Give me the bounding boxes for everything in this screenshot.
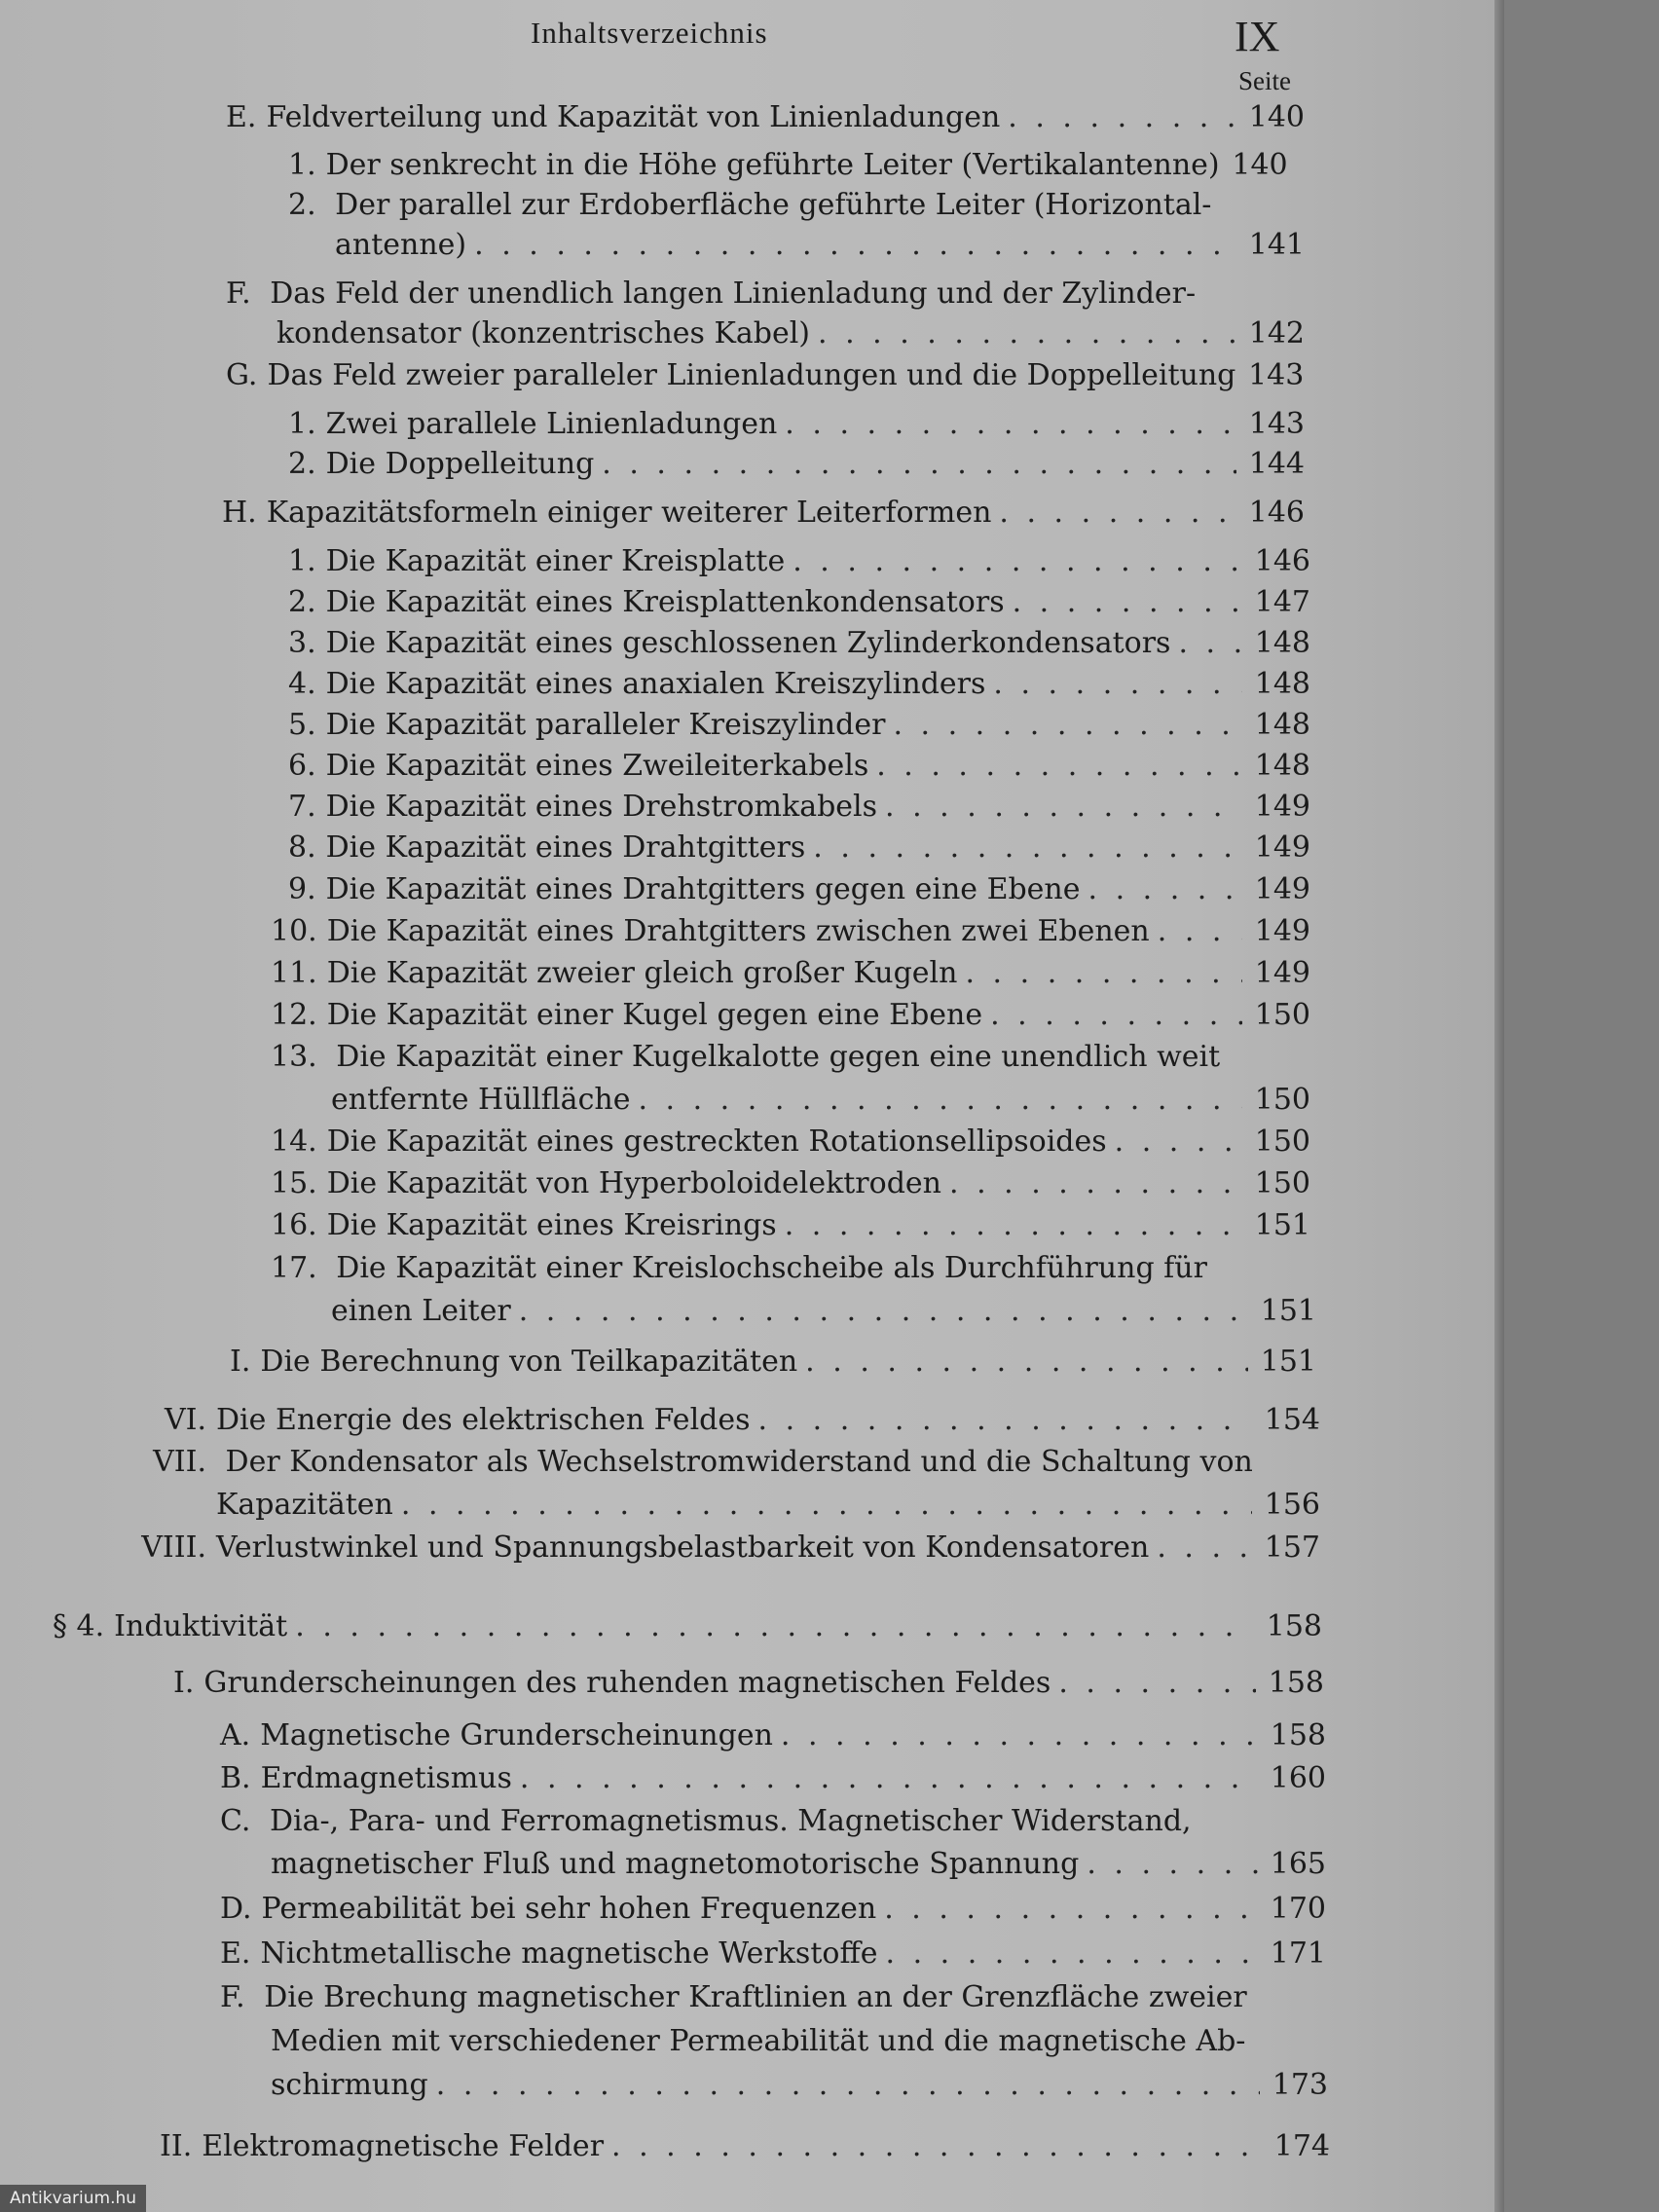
- running-title: Inhaltsverzeichnis: [531, 16, 768, 50]
- entry-title: Die Energie des elektrischen Feldes: [216, 1403, 751, 1437]
- entry-number: H.: [222, 496, 257, 530]
- toc-entry: [288, 623, 1310, 664]
- entry-title: Permeabilität bei sehr hohen Frequenzen: [261, 1892, 877, 1926]
- entry-page: 170: [1270, 1892, 1326, 1926]
- entry-number: 2.: [288, 188, 316, 222]
- entry-page: 141: [1248, 228, 1305, 262]
- entry-title: Verlustwinkel und Spannungsbelastbarkeit von Kondensatoren: [216, 1530, 1150, 1565]
- leader-dots: [965, 953, 1242, 994]
- toc-entry: [335, 225, 1305, 266]
- toc-entry-line: [138, 1442, 1253, 1483]
- entry-number: 2.: [288, 585, 316, 619]
- entry-number: VII.: [153, 1445, 206, 1479]
- toc-entry: [230, 1342, 1316, 1382]
- entry-title: Die Brechung magnetischer Kraftlinien an der Grenzfläche zweier: [264, 1980, 1247, 2014]
- leader-dots: [1013, 582, 1242, 623]
- entry-title: Die Kapazität einer Kugelkalotte gegen eine unendlich weit: [336, 1040, 1221, 1074]
- toc-entry: [220, 1715, 1326, 1756]
- entry-title: Die Kapazität einer Kugel gegen eine Ebene: [326, 998, 983, 1032]
- entry-number: 9.: [288, 872, 316, 906]
- entry-number: E.: [226, 100, 257, 134]
- toc-entry: [271, 1163, 1310, 1204]
- leader-dots: [781, 1715, 1258, 1756]
- entry-title: Die Kapazität eines gestreckten Rotationsellipsoides: [326, 1124, 1107, 1159]
- entry-title: Die Kapazität eines Kreisplattenkondensators: [325, 585, 1005, 619]
- entry-title-continued: magnetischer Fluß und magnetomotorische Spannung: [271, 1847, 1080, 1881]
- entry-title: Feldverteilung und Kapazität von Linienladungen: [266, 100, 1001, 134]
- entry-number: II.: [160, 2129, 193, 2163]
- toc-entry: [160, 2126, 1330, 2167]
- toc-entry: [288, 746, 1310, 787]
- entry-title: Elektromagnetische Felder: [202, 2129, 605, 2163]
- entry-number: 15.: [271, 1166, 317, 1200]
- entry-number: E.: [220, 1936, 251, 1971]
- entry-page: 140: [1232, 148, 1288, 182]
- entry-page: 151: [1260, 1345, 1316, 1379]
- entry-title-continued: Kapazitäten: [216, 1488, 393, 1522]
- toc-entry: [271, 2065, 1328, 2106]
- entry-title: Die Doppelleitung: [325, 447, 595, 481]
- toc-entry: [220, 1934, 1326, 1974]
- entry-number: C.: [220, 1804, 251, 1838]
- entry-page: 158: [1270, 1718, 1326, 1752]
- seite-label: Seite: [1238, 66, 1291, 95]
- entry-title: Kapazitätsformeln einiger weiterer Leiterformen: [266, 496, 992, 530]
- toc-entry: [53, 1606, 1322, 1647]
- leader-dots: [1115, 1122, 1242, 1162]
- leader-dots: [993, 664, 1242, 705]
- entry-title-continued: entfernte Hüllfläche: [331, 1083, 631, 1117]
- leader-dots: [1008, 97, 1236, 138]
- toc-entry: [288, 787, 1310, 828]
- leader-dots: [949, 1163, 1242, 1204]
- entry-page: 149: [1254, 872, 1310, 906]
- entry-number: 1.: [288, 148, 316, 182]
- entry-title: Erdmagnetismus: [260, 1761, 512, 1795]
- entry-page: 146: [1248, 496, 1305, 530]
- leader-dots: [436, 2065, 1260, 2106]
- toc-entry: [220, 1889, 1326, 1930]
- entry-number: F.: [220, 1980, 245, 2014]
- entry-title: Der senkrecht in die Höhe geführte Leiter (Vertikalantenne): [325, 148, 1220, 182]
- entry-number: VI.: [164, 1403, 206, 1437]
- entry-page: 156: [1264, 1488, 1320, 1522]
- leader-dots: [1178, 623, 1242, 664]
- toc-entry: [271, 911, 1310, 952]
- entry-number: D.: [220, 1892, 252, 1926]
- leader-dots: [602, 444, 1236, 485]
- entry-number: § 4.: [53, 1609, 105, 1643]
- entry-page: 144: [1248, 447, 1305, 481]
- entry-page: 151: [1260, 1294, 1316, 1328]
- leader-dots: [886, 1934, 1258, 1974]
- leader-dots: [785, 404, 1236, 445]
- toc-entry: [288, 705, 1310, 746]
- toc-entry: [271, 953, 1310, 994]
- toc-entry: [121, 1528, 1320, 1568]
- entry-number: 1.: [288, 544, 316, 578]
- entry-page: 140: [1248, 100, 1305, 134]
- entry-number: I.: [173, 1666, 195, 1700]
- entry-title: Der parallel zur Erdoberfläche geführte Leiter (Horizontal-: [335, 188, 1212, 222]
- leader-dots: [520, 1758, 1258, 1799]
- entry-number: 2.: [288, 447, 316, 481]
- entry-title: Magnetische Grunderscheinungen: [260, 1718, 773, 1752]
- entry-number: I.: [230, 1345, 251, 1379]
- toc-entry: [226, 355, 1305, 396]
- entry-page: 142: [1248, 316, 1305, 350]
- entry-title: Die Kapazität eines Kreisrings: [326, 1208, 777, 1242]
- leader-dots: [638, 1080, 1242, 1121]
- leader-dots: [295, 1606, 1254, 1647]
- entry-title: Induktivität: [114, 1609, 288, 1643]
- leader-dots: [990, 995, 1242, 1036]
- entry-number: 1.: [288, 407, 316, 441]
- entry-page: 149: [1254, 830, 1310, 865]
- entry-title-continued: schirmung: [271, 2068, 428, 2102]
- leader-dots: [611, 2126, 1262, 2167]
- entry-number: F.: [226, 276, 251, 311]
- entry-page: 149: [1254, 790, 1310, 824]
- entry-number: 8.: [288, 830, 316, 865]
- leader-dots: [999, 493, 1236, 534]
- leader-dots: [1087, 1844, 1258, 1885]
- entry-title: Die Berechnung von Teilkapazitäten: [260, 1345, 798, 1379]
- entry-title: Die Kapazität von Hyperboloidelektroden: [326, 1166, 941, 1200]
- entry-page: 148: [1254, 708, 1310, 742]
- entry-number: 6.: [288, 749, 316, 783]
- entry-title: Die Kapazität eines geschlossenen Zylinderkondensators: [325, 626, 1171, 660]
- entry-page: 174: [1273, 2129, 1330, 2163]
- leader-dots: [758, 1400, 1252, 1441]
- entry-title: Die Kapazität einer Kreisplatte: [325, 544, 786, 578]
- entry-page: 149: [1254, 956, 1310, 990]
- leader-dots: [876, 746, 1242, 787]
- entry-title: Dia-, Para- und Ferromagnetismus. Magnetischer Widerstand,: [269, 1804, 1192, 1838]
- toc-entry-line: [226, 274, 1196, 314]
- leader-dots: [519, 1291, 1248, 1332]
- entry-number: 3.: [288, 626, 316, 660]
- toc-entry: [271, 995, 1310, 1036]
- entry-title: Zwei parallele Linienladungen: [325, 407, 778, 441]
- entry-title-continued: Medien mit verschiedener Permeabilität und die magnetische Ab-: [271, 2024, 1246, 2058]
- leader-dots: [1058, 1663, 1256, 1704]
- toc-entry: [276, 313, 1305, 354]
- leader-dots: [818, 313, 1236, 354]
- entry-page: 154: [1264, 1403, 1320, 1437]
- entry-page: 146: [1254, 544, 1310, 578]
- page-edge: [1494, 0, 1504, 2212]
- entry-title-continued: antenne): [335, 228, 467, 262]
- entry-number: 12.: [271, 998, 317, 1032]
- entry-page: 151: [1254, 1208, 1310, 1242]
- entry-title: Die Kapazität eines anaxialen Kreiszylinders: [325, 667, 986, 701]
- entry-number: 17.: [271, 1251, 317, 1285]
- leader-dots: [1088, 869, 1243, 910]
- entry-number: 5.: [288, 708, 316, 742]
- entry-title: Die Kapazität eines Drahtgitters zwischen zwei Ebenen: [326, 914, 1150, 948]
- entry-page: 143: [1248, 358, 1305, 392]
- entry-title: Der Kondensator als Wechselstromwiderstand und die Schaltung von: [225, 1445, 1253, 1479]
- entry-page: 148: [1254, 626, 1310, 660]
- entry-page: 160: [1270, 1761, 1326, 1795]
- leader-dots: [813, 828, 1242, 868]
- toc-entry: [226, 97, 1305, 138]
- entry-title: Das Feld zweier paralleler Linienladungen und die Doppelleitung: [267, 358, 1236, 392]
- toc-entry: [216, 1485, 1320, 1526]
- entry-page: 158: [1268, 1666, 1324, 1700]
- leader-dots: [893, 705, 1242, 746]
- toc-entry-line: [271, 2021, 1245, 2062]
- entry-number: 16.: [271, 1208, 317, 1242]
- entry-title: Die Kapazität zweier gleich großer Kugeln: [326, 956, 958, 990]
- entry-title: Die Kapazität eines Drehstromkabels: [325, 790, 878, 824]
- toc-entry: [173, 1663, 1324, 1704]
- entry-title: Das Feld der unendlich langen Linienladung und der Zylinder-: [270, 276, 1197, 311]
- toc-entry: [150, 1400, 1320, 1441]
- entry-page: 150: [1254, 1166, 1310, 1200]
- entry-page: 148: [1254, 749, 1310, 783]
- entry-number: 10.: [271, 914, 317, 948]
- entry-page: 148: [1254, 667, 1310, 701]
- entry-title: Die Kapazität eines Drahtgitters: [325, 830, 806, 865]
- toc-entry: [288, 869, 1310, 910]
- entry-title: Grunderscheinungen des ruhenden magnetischen Feldes: [203, 1666, 1051, 1700]
- toc-entry: [220, 1758, 1326, 1799]
- entry-title-continued: kondensator (konzentrisches Kabel): [276, 316, 811, 350]
- toc-entry: [271, 1122, 1310, 1162]
- entry-title: Nichtmetallische magnetische Werkstoffe: [260, 1936, 878, 1971]
- toc-entry: [288, 145, 1305, 186]
- leader-dots: [474, 225, 1236, 266]
- toc-entry: [331, 1080, 1310, 1121]
- entry-title: Die Kapazität einer Kreislochscheibe als Durchführung für: [336, 1251, 1207, 1285]
- toc-entry: [271, 1844, 1326, 1885]
- entry-number: VIII.: [141, 1530, 206, 1565]
- leader-dots: [785, 1205, 1242, 1246]
- leader-dots: [885, 787, 1242, 828]
- toc-entry: [288, 582, 1310, 623]
- toc-entry: [331, 1291, 1316, 1332]
- toc-entry: [288, 444, 1305, 485]
- leader-dots: [1157, 1528, 1252, 1568]
- entry-title-continued: einen Leiter: [331, 1294, 511, 1328]
- entry-page: 158: [1266, 1609, 1322, 1643]
- entry-page: 149: [1254, 914, 1310, 948]
- entry-page: 173: [1272, 2068, 1328, 2102]
- entry-page: 150: [1254, 1083, 1310, 1117]
- leader-dots: [793, 541, 1242, 582]
- page-number: IX: [1235, 13, 1280, 60]
- toc-entry: [222, 493, 1305, 534]
- entry-number: G.: [226, 358, 258, 392]
- toc-entry: [271, 1205, 1310, 1246]
- toc-entry-line: [220, 1977, 1247, 2018]
- entry-page: 150: [1254, 1124, 1310, 1159]
- toc-entry: [288, 664, 1310, 705]
- entry-number: 11.: [271, 956, 317, 990]
- entry-page: 147: [1254, 585, 1310, 619]
- entry-page: 171: [1270, 1936, 1326, 1971]
- entry-page: 143: [1248, 407, 1305, 441]
- toc-entry-line: [271, 1248, 1207, 1289]
- toc-entry: [288, 828, 1310, 868]
- entry-number: 14.: [271, 1124, 317, 1159]
- entry-page: 165: [1270, 1847, 1326, 1881]
- toc-entry-line: [220, 1801, 1192, 1842]
- watermark: Antikvarium.hu: [0, 2185, 146, 2212]
- leader-dots: [1158, 911, 1242, 952]
- leader-dots: [884, 1889, 1258, 1930]
- entry-title: Die Kapazität paralleler Kreiszylinder: [325, 708, 886, 742]
- entry-page: 157: [1264, 1530, 1320, 1565]
- entry-number: 13.: [271, 1040, 317, 1074]
- entry-number: 4.: [288, 667, 316, 701]
- toc-entry-line: [271, 1037, 1220, 1078]
- entry-page: 150: [1254, 998, 1310, 1032]
- entry-number: B.: [220, 1761, 251, 1795]
- toc-entry-line: [288, 185, 1211, 226]
- entry-title: Die Kapazität eines Zweileiterkabels: [325, 749, 869, 783]
- leader-dots: [401, 1485, 1252, 1526]
- entry-title: Die Kapazität eines Drahtgitters gegen eine Ebene: [325, 872, 1081, 906]
- toc-entry: [288, 541, 1310, 582]
- entry-number: 7.: [288, 790, 316, 824]
- toc-entry: [288, 404, 1305, 445]
- leader-dots: [805, 1342, 1248, 1382]
- entry-number: A.: [220, 1718, 251, 1752]
